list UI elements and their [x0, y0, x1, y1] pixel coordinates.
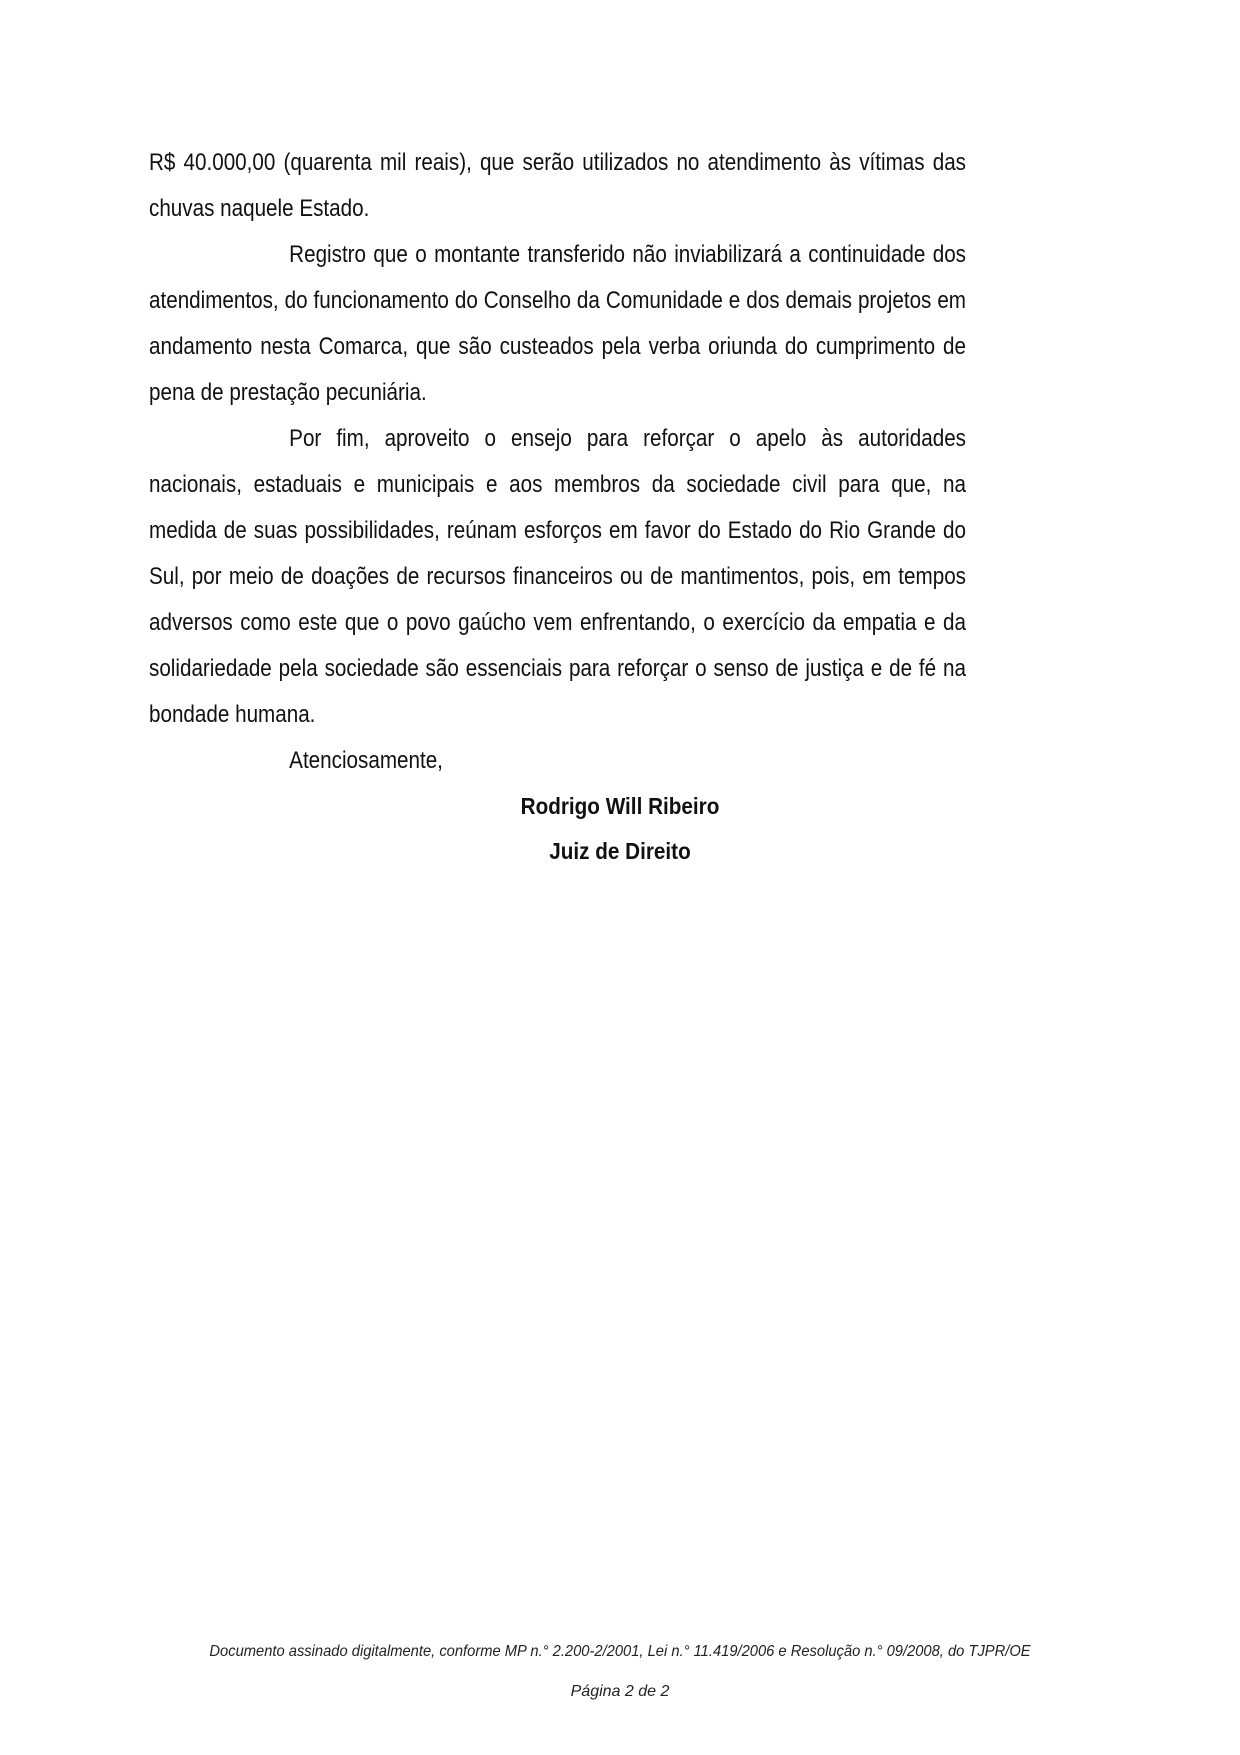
document-body	[149, 140, 966, 784]
paragraph-2: Registro que o montante transferido não inviabilizará a continuidade dos atendimentos, do funcionamento do Conselho da Comunidade e dos demais projetos em andamento nesta Comarca, que são custeados pela verba oriunda do cumprimento de pena de prestação pecuniária.	[149, 241, 966, 406]
paragraph-3: Por fim, aproveito o ensejo para reforçar o apelo às autoridades nacionais, estaduais e municipais e aos membros da sociedade civil para que, na medida de suas possibilidades, reúnam esforços em favor do Estado do Rio Grande do Sul, por meio de doações de recursos financeiros ou de mantimentos, pois, em tempos adversos como este que o povo gaúcho vem enfrentando, o exercício da empatia e da solidariedade pela sociedade são essenciais para reforçar o senso de justiça e de fé na bondade humana.	[149, 425, 966, 728]
closing-salutation: Atenciosamente,	[289, 747, 443, 774]
page-number: Página 2 de 2	[570, 1683, 670, 1700]
signer-title: Juiz de Direito	[549, 838, 691, 864]
paragraph-1: R$ 40.000,00 (quarenta mil reais), que serão utilizados no atendimento às vítimas das chuvas naquele Estado.	[149, 149, 966, 222]
signature-block	[0, 784, 1240, 874]
signer-name: Rodrigo Will Ribeiro	[520, 793, 720, 819]
digital-signature-note: Documento assinado digitalmente, conforme MP n.° 2.200-2/2001, Lei n.° 11.419/2006 e Resolução n.° 09/2008, do TJPR/OE	[209, 1643, 1031, 1660]
